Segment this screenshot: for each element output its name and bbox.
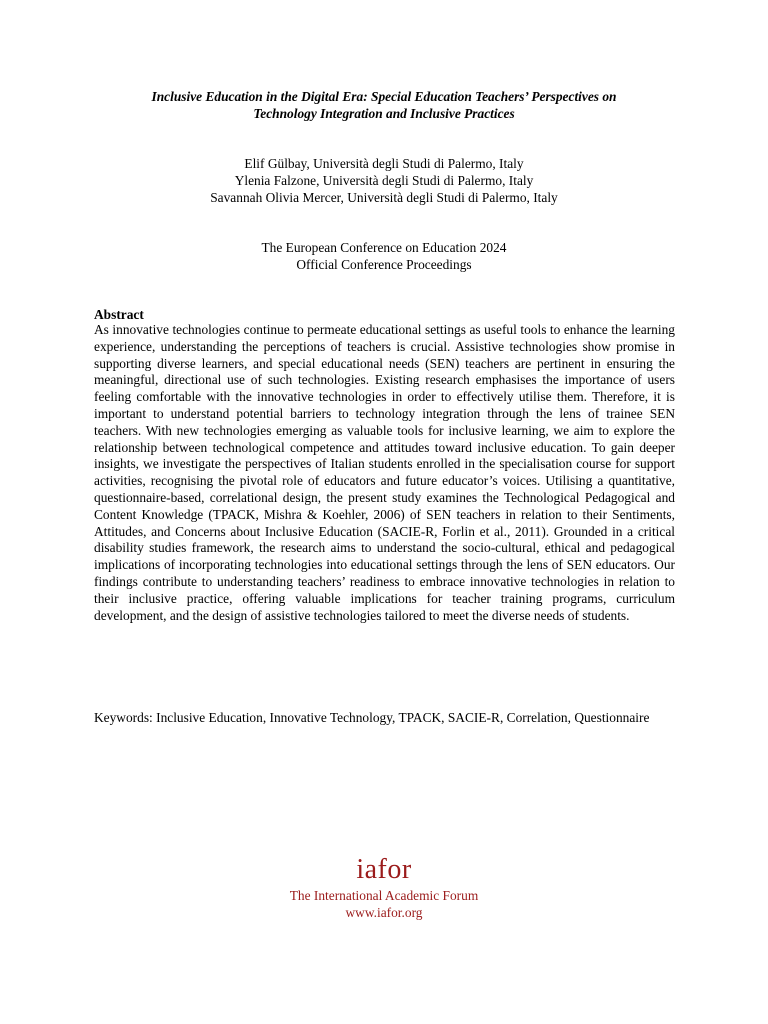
- author-list: [60, 155, 708, 206]
- paper-title-line-1: Inclusive Education in the Digital Era: Special Education Teachers’ Perspectives on: [151, 89, 617, 104]
- author-line: Elif Gülbay, Università degli Studi di Palermo, Italy: [244, 156, 524, 171]
- keywords: Keywords: Inclusive Education, Innovative Technology, TPACK, SACIE-R, Correlation, Questionnaire: [94, 710, 650, 725]
- paper-title: [60, 88, 708, 122]
- iafor-logo-text: iafor: [356, 854, 412, 885]
- conference-info: [60, 239, 708, 273]
- publisher-url: www.iafor.org: [345, 905, 423, 920]
- paper-title-line-2: Technology Integration and Inclusive Practices: [253, 106, 515, 121]
- author-line: Savannah Olivia Mercer, Università degli Studi di Palermo, Italy: [210, 190, 558, 205]
- abstract-heading: Abstract: [94, 307, 144, 322]
- author-line: Ylenia Falzone, Università degli Studi di Palermo, Italy: [234, 173, 534, 188]
- abstract-text: As innovative technologies continue to permeate educational settings as useful tools to enhance the learning experience, understanding the perceptions of teachers is crucial. Assistive technologies show promise in supporting diverse learners, and special educational needs (SEN) teachers are pertinent in ensuring the meaningful, directional use of such technologies. Existing research emphasises the importance of users feeling comfortable with the innovative technologies in order to effectively utilise them. Therefore, it is important to understand potential barriers to technology integration through the lens of trainee SEN teachers. With new technologies emerging as valuable tools for inclusive learning, we aim to explore the relationship between technological competence and attitudes toward inclusive education. To gain deeper insights, we investigate the perspectives of Italian students enrolled in the specialisation course for support activities, recognising the pivotal role of educators and future educator’s voices. Utilising a quantitative, questionnaire-based, correlational design, the present study examines the Technological Pedagogical and Content Knowledge (TPACK, Mishra & Koehler, 2006) of SEN teachers in relation to their Sentiments, Attitudes, and Concerns about Inclusive Education (SACIE-R, Forlin et al., 2011). Grounded in a critical disability studies framework, the research aims to understand the socio-cultural, ethical and pedagogical implications of incorporating technologies into educational settings through the lens of SEN educators. Our findings contribute to understanding teachers’ readiness to embrace innovative technologies in relation to their inclusive practice, offering valuable implications for teacher training programs, curriculum development, and the design of assistive technologies tailored to meet the diverse needs of students.: [94, 322, 675, 623]
- publisher-footer: [0, 853, 768, 921]
- conference-name: The European Conference on Education 2024: [261, 240, 507, 255]
- publisher-name: The International Academic Forum: [289, 888, 479, 903]
- proceedings-label: Official Conference Proceedings: [296, 257, 472, 272]
